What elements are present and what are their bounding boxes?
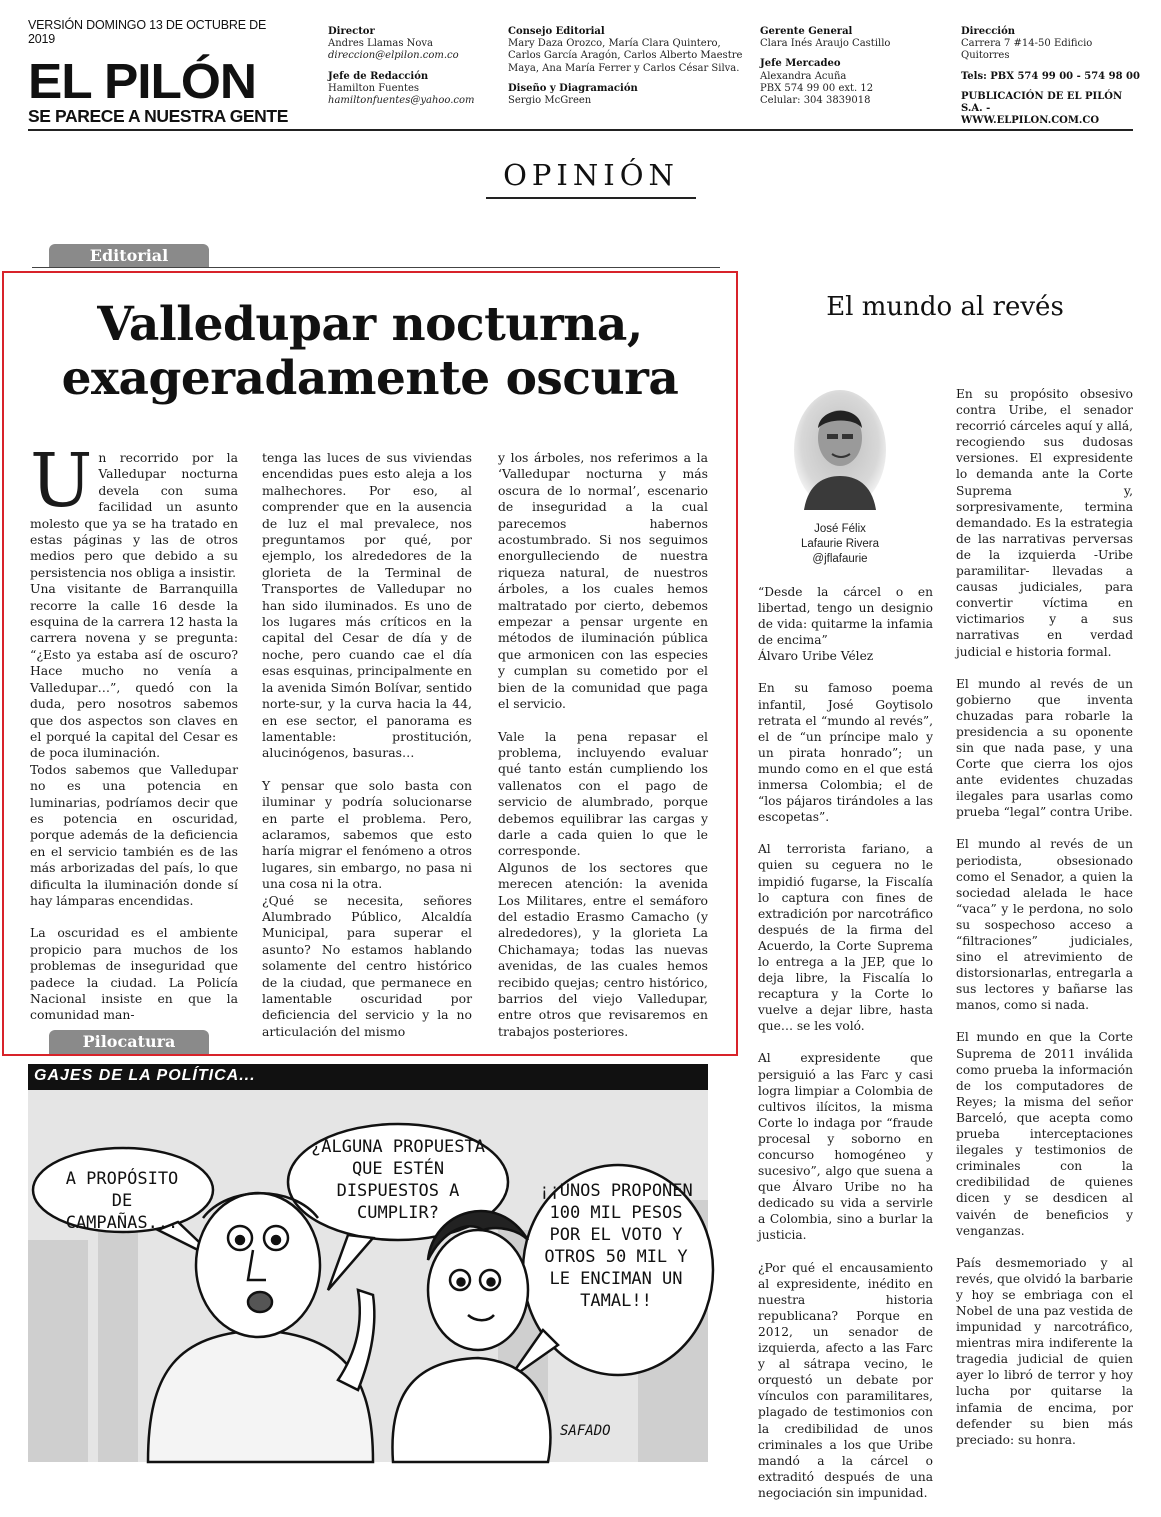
masthead: [28, 18, 290, 127]
redaccion-email[interactable]: hamiltonfuentes@yahoo.com: [328, 95, 475, 107]
newspaper-logo[interactable]: EL PILÓN: [28, 55, 256, 109]
credit-phone: PBX 574 99 00 ext. 12: [760, 82, 874, 94]
credit-line: Carlos García Aragón, Carlos Alberto Maestre: [508, 50, 743, 62]
editorial-column-2: [262, 450, 472, 1056]
paragraph: En su famoso poema infantil, José Goytisolo retrata el “mundo al revés”, el de “un príncipe malo y un pirata honrado”; un mundo como en el que está inmersa Colombia; el de “los pájaros tirándoles a las escopetas”.: [758, 681, 933, 825]
credit-label: Consejo Editorial: [508, 26, 605, 37]
credit-label: Dirección: [961, 26, 1016, 37]
credit-label: Diseño y Diagramación: [508, 82, 638, 94]
cartoon-panel: [28, 1090, 708, 1462]
paragraph: Y pensar que solo basta con iluminar y podría solucionarse en parte el problema. Pero, aclaramos, sabemos que esto haría migrar el fenómeno a otros lugares, sin embargo, no pasa ni una cosa ni la otra.: [262, 777, 472, 892]
credit-publisher: PUBLICACIÓN DE EL PILÓN S.A. -: [961, 90, 1123, 115]
cartoonist-signature: SAFADO: [560, 1423, 611, 1439]
paragraph: ¿Por qué el encausamiento al expresidente, inédito en nuestra historia republicana? Porque en 2012, un senador de izquierda, afecto a las Farc y al sátrapa vecino, le orquestó un debate por vínculos con paramilitares, plagado de testimonios con la credibilidad de unos criminales a los que Uribe mandó a la cárcel o extraditó después de una negociación sin impunidad.: [758, 1260, 933, 1500]
credits-gerencia: [760, 26, 940, 107]
epigraph-author: Álvaro Uribe Vélez: [758, 649, 874, 664]
credit-label: Director: [328, 26, 375, 37]
speech-text-2: ¿ALGUNA PROPUESTA QUE ESTÉN DISPUESTOS A CUMPLIR?: [311, 1137, 485, 1223]
column-title: El mundo al revés: [826, 292, 1064, 322]
paragraph: En su propósito obsesivo contra Uribe, el senador recorrió cárceles aquí y allá, recogiendo sus dudosas versiones. El expresidente lo demanda ante la Corte Suprema y, sorpresivamente, termina demandado. Es la estrategia de las narrativas perversas de la izquierda -Uribe paramilitar- llevadas a causas judiciales, para convertir víctima en victimarios y a sus narrativas en verdad judicial e historia formal.: [956, 387, 1133, 659]
tagline: SE PARECE A NUESTRA GENTE: [28, 106, 288, 126]
credit-label: Jefe de Redacción: [328, 70, 429, 82]
paragraph: ¿Qué se necesita, señores Alumbrado Público, Alcaldía Municipal, para superar el asunto? No estamos hablando solamente del centro histórico de la ciudad, que permanece en lamentable oscuridad por deficiencia del servicio y la no articulación del mismo: [262, 892, 472, 1039]
paragraph: El mundo al revés de un periodista, obsesionado como el Senador, a quien la sociedad alelada le hace “vaca” y le perdona, no solo su sospechoso acceso a “filtraciones” judiciales, sino el atrevimiento de distorsionarlas, entregarla a sus lectores y bañarse las manos, como si nada.: [956, 837, 1133, 1013]
author-byline: [760, 522, 920, 567]
opinion-column-2: [956, 386, 1133, 1464]
paragraph: País desmemoriado y al revés, que olvidó la barbarie y hoy se embriaga con el Nobel de una paz vestida de impunidad y narcotráfico, mientras mira indiferente la tragedia judicial de quien ayer lo libró de terror y hoy lucha por quitarse la infamia de encima, por defender su bien más preciado: su honra.: [956, 1255, 1133, 1447]
credit-label: Gerente General: [760, 26, 853, 37]
section-underline: [486, 197, 696, 199]
paragraph: Todos sabemos que Valledupar no es una potencia en luminarias, podríamos decir que es potencia en oscuridad, porque además de la deficiencia en el servicio también es de las más arborizadas del país, lo que dificulta la iluminación donde sí hay lámparas encendidas.: [30, 761, 238, 908]
author-first-name: José Félix: [814, 523, 866, 535]
paragraph: y los árboles, nos referimos a la ‘Valledupar nocturna y más oscura de lo normal’, escenario de inseguridad a la cual parecemos habernos acostumbrado. Si nos seguimos enorgulleciendo de nuestra riqueza natural, de nuestros árboles, a los cuales hemos maltratado por cierto, debemos empezar a pensar urgente en métodos de iluminación pública que armonicen con las especies y cumplan su cometido por el bien de la comunidad que paga el servicio.: [498, 450, 708, 712]
section-title: OPINIÓN: [503, 158, 679, 192]
credit-name: Andres Llamas Nova: [328, 38, 434, 50]
speech-text-3: ¡¡UNOS PROPONEN 100 MIL PESOS POR EL VOTO Y OTROS 50 MIL Y LE ENCIMAN UN TAMAL!!: [539, 1181, 693, 1311]
credit-address: Carrera 7 #14-50 Edificio Quitorres: [961, 38, 1093, 62]
paragraph: Al terrorista fariano, a quien su ceguera no le impidió fugarse, la Fiscalía lo captura con fines de extradición por narcotráfico después de la firma del Acuerdo, la Corte Suprema lo entrega a la JEP, que lo deja libre, la Fiscalía lo recaptura y la Corte lo vuelve a dejar libre, hasta que… se les voló.: [758, 842, 933, 1034]
bubble-tail-2: [328, 1235, 373, 1290]
editorial-tab: Editorial: [49, 244, 209, 268]
editorial-divider: [32, 267, 720, 268]
paragraph: Una visitante de Barranquilla recorre la calle 16 desde la esquina de la carrera 12 hasta la carrera novena y se pregunta: “¿Esto ya estaba así de oscuro? Hace mucho no venía a Valledupar…”, quedó con la duda, pero nosotros sabemos que dos aspectos son claves en el porqué la capital del Cesar es de poca iluminación.: [30, 581, 238, 761]
paragraph: El mundo en que la Corte Suprema de 2011 inválida como prueba la información de los computadores de Reyes; la misma del señor Barceló, que acepta como prueba interceptaciones ilegales y testimonios de criminales con la credibilidad de quienes dicen y se desdicen al vaivén de beneficios y venganzas.: [956, 1030, 1133, 1238]
epigraph-quote: “Desde la cárcel o en libertad, tengo un designio de vida: quitarme la infamia de encima”: [758, 585, 933, 648]
paragraph: El mundo al revés de un gobierno que inventa chuzadas para robarle la presidencia a su oponente sin que nada pase, y una Corte que cierra los ojos ante evidentes chuzadas ilegales para usarlas como prueba “legal” contra Uribe.: [956, 676, 1133, 820]
cartoon-title: GAJES DE LA POLÍTICA...: [34, 1067, 256, 1084]
credit-name: Hamilton Fuentes: [328, 82, 420, 94]
opinion-column-1: [758, 584, 933, 1517]
credit-phone: Celular: 304 3839018: [760, 95, 871, 107]
headline-line-1: Valledupar nocturna,: [97, 297, 643, 352]
paragraph: tenga las luces de sus viviendas encendidas pues esto aleja a los malhechores. Por eso, al comprender que en la ausencia de luz el mal prevalece, nos preguntamos por qué, por ejemplo, los alrededores de la glorieta de la Terminal de Transportes de Valledupar no han sido iluminados. Es uno de los lugares más críticos en la capital del Cesar de día y de noche, pero cuando cae el día esas esquinas, principalmente en la avenida Simón Bolívar, sentido norte-sur, y la curva hacia la 44, en ese sector, el panorama es lamentable: prostitución, alucinógenos, basuras…: [262, 450, 472, 761]
paragraph: Un recorrido por la Valledupar nocturna devela con suma facilidad un asunto molesto que ya se ha tratado en estas páginas y las de otros medios pero que debido a su persistencia nos obliga a insistir.: [30, 438, 238, 580]
author-last-name: Lafaurie Rivera: [801, 538, 879, 550]
speech-text-1: A PROPÓSITO DE CAMPAÑAS...: [65, 1169, 179, 1233]
director-email[interactable]: direccion@elpilon.com.co: [328, 50, 459, 62]
credit-label: Jefe Mercadeo: [760, 58, 841, 70]
editorial-headline: [20, 298, 720, 406]
paragraph: Algunos de los sectores que merecen atención: la avenida Los Militares, entre el semáforo del estadio Erasmo Camacho (y alrededores), y la glorieta La Chichamaya; todas las nuevas avenidas, de las cuales hemos recibido quejas; centro histórico, barrios del viejo Valledupar, entre otros que revisaremos en trabajos posteriores.: [498, 859, 708, 1039]
author-portrait: [794, 388, 886, 510]
headline-line-2: exageradamente oscura: [61, 351, 679, 406]
website-link[interactable]: WWW.ELPILON.COM.CO: [961, 115, 1100, 127]
paragraph: Al expresidente que persiguió a las Farc y casi logra limpiar a Colombia de cultivos ilícitos, la misma Corte lo indaga por “fraude procesal y soborno en concurso homogéneo y sucesivo”, algo que suena a que Álvaro Uribe no ha dedicado su vida a servirle a Colombia, sino a burlar la justicia.: [758, 1051, 933, 1243]
credit-name: Alexandra Acuña: [760, 70, 847, 82]
credit-line: Maya, Ana María Ferrer y Carlos César Silva.: [508, 62, 740, 74]
masthead-divider: [28, 129, 1133, 131]
pilocatura-tab: Pilocatura: [49, 1030, 209, 1054]
credits-direccion: [961, 26, 1141, 127]
author-twitter-handle[interactable]: @jflafaurie: [812, 553, 868, 565]
drop-cap: U: [30, 438, 93, 524]
editorial-column-3: [498, 450, 708, 1056]
credit-phone: Tels: PBX 574 99 00 - 574 98 00: [961, 70, 1140, 82]
edition-date: VERSIÓN DOMINGO 13 DE OCTUBRE DE 2019: [28, 18, 267, 46]
credits-consejo: [508, 26, 748, 107]
credit-name: Clara Inés Araujo Castillo: [760, 38, 891, 50]
credit-line: Mary Daza Orozco, María Clara Quintero,: [508, 38, 721, 50]
credit-name: Sergio McGreen: [508, 95, 592, 107]
editorial-column-1: [30, 438, 238, 1040]
paragraph: La oscuridad es el ambiente propicio para muchos de los problemas de inseguridad que padece la ciudad. La Policía Nacional insiste en que la comunidad man-: [30, 925, 238, 1023]
paragraph: Vale la pena repasar el problema, incluyendo evaluar qué tanto están cumpliendo los vallenatos con el pago de servicio de alumbrado, porque debemos equilibrar las cargas y darle a cada quien lo que le corresponde.: [498, 728, 708, 859]
credits-director: [328, 26, 498, 107]
cartoon-title-bar: [28, 1064, 708, 1090]
